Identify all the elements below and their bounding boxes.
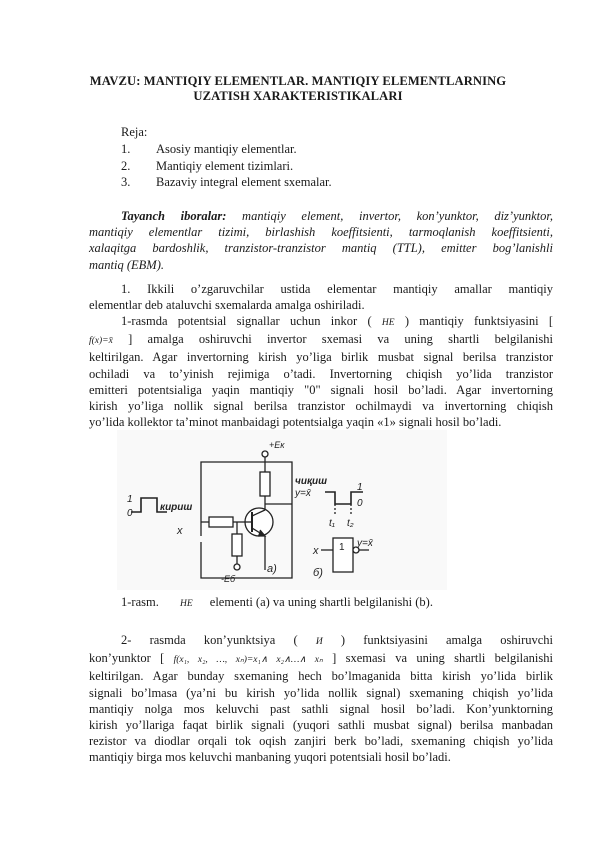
paragraph-2-line-5: emitteri potentsialiga yaqin mantiqiy "0" signali hosil bo’ladi. Agar invertorning [89, 382, 553, 397]
paragraph-2-line-6: kirish yo’liga nollik signal berilsa tranzistor ochilmaydi va invertorning chiqish [89, 399, 553, 414]
paragraph-3-line-3: keltirilgan. Agar bunday sxemaning hech bo’lmaganida bitta kirish yo’lida birlik [89, 669, 553, 684]
keywords-text-2: mantiqiy elementlar tizimi, birlashish koeffitsienti, tarmoqlanish koeffitsienti, [89, 225, 553, 240]
paragraph-3-line-1a: 2- rasmda kon’yunktsiya ( [121, 633, 298, 647]
plan-item-text: Bazaviy integral element sxemalar. [156, 175, 332, 190]
paragraph-2-line-3: keltirilgan. Agar invertorning kirish yo’liga birlik musbat signal berilsa tranzistor [89, 350, 553, 365]
keywords-text-1: mantiqiy element, invertor, kon’yunktor, diz’yunktor, [242, 209, 554, 223]
caption-ne-symbol: НЕ [179, 599, 193, 609]
caption-number: 1-rasm. [121, 595, 159, 609]
paragraph-3-line-4: signali bo’lmasa (ya’ni bu kirish yo’lida nollik signal) sxemaning chiqish yo’lida [89, 685, 553, 700]
pulse-one-label: 1 [127, 494, 133, 505]
figure-a-label: a) [267, 563, 277, 575]
paragraph-2-line-1a: 1-rasmda potentsial signallar uchun inkor ( [121, 314, 372, 328]
paragraph-3-line-1b: ) funktsiyasini amalga oshiruvchi [340, 633, 554, 647]
figure-b-label: б) [313, 567, 323, 579]
keywords-paragraph [89, 208, 553, 273]
plan-list [121, 124, 332, 191]
conjunction-formula: f(x₁, x₂, …, xₙ)=x₁∧ x₂∧…∧ xₙ [173, 655, 323, 666]
title-line-1: MAVZU: MANTIQIY ELEMENTLAR. MANTIQIY ELEMENTLARNING [89, 74, 507, 88]
plan-item [121, 174, 332, 191]
paragraph-3 [89, 632, 553, 766]
paragraph-3-line-7: rezistor va diodlar orqali tok oqish zanjiri berk bo’ladi, sxemaning chiqish yo’lida [89, 734, 553, 749]
caption-text: elementi (a) va uning shartli belgilanishi (b). [209, 595, 433, 609]
output-one-label: 1 [357, 482, 363, 493]
collector-supply-label: +Eк [269, 440, 285, 450]
keywords-text-3: xalaqitga bardoshlik, tranzistor-tranzistor mantiq (TTL), emitter bog’lanishli [89, 241, 553, 256]
paragraph-2-line-2: ] amalga oshiruvchi invertor sxemasi va uning shartli belgilanishi [128, 332, 553, 347]
base-supply-label: -Eб [221, 574, 236, 584]
paragraph-3-line-2b: ] sxemasi va uning shartli belgilanishi [332, 651, 553, 666]
inverter-figure [117, 430, 447, 590]
input-x-label: x [177, 525, 183, 537]
plan-heading: Reja: [121, 125, 148, 139]
symbol-one-label: 1 [339, 542, 345, 553]
paragraph-2-line-1b: ) mantiqiy funktsiyasini [ [404, 314, 554, 328]
paragraph-1-line-2: elementlar deb ataluvchi sxemalarda amalga oshiriladi. [89, 298, 365, 313]
pulse-zero-label: 0 [127, 508, 133, 519]
time-t2-label: t₂ [347, 518, 354, 529]
plan-item-text: Asosiy mantiqiy elementlar. [156, 141, 297, 156]
output-label: чиқиш [295, 476, 328, 487]
plan-item-number: 2. [121, 158, 131, 173]
paragraph-3-line-6: kirish yo’llariga faqat birlik signali (yuqori sathli musbat signal) berilsa manbadan [89, 718, 553, 733]
plan-item-number: 1. [121, 141, 131, 156]
paragraph-2-line-7: yo’lida kollektor ta’minot manbaidagi potentsialga yaqin «1» signali hosil bo’ladi. [89, 415, 502, 430]
symbol-output-label: y=x̄ [357, 538, 373, 549]
paragraph-2-line-4: ochiladi va to’yinish rejimiga o’tadi. Invertorning chiqish yo’lida tranzistor [89, 366, 553, 381]
page-title [60, 74, 536, 103]
symbol-input-label: x [313, 545, 319, 557]
output-equation: y=x̄ [295, 488, 311, 499]
ne-symbol: НЕ [381, 318, 395, 328]
plan-item [121, 158, 332, 175]
title-line-2: UZATISH XARAKTERISTIKALARI [193, 88, 403, 103]
figure-caption [121, 594, 433, 612]
paragraph-3-line-8: mantiqiy birga mos keluvchi manbaning yuqori potentsiali hosil bo’ladi. [89, 750, 451, 765]
i-symbol: И [315, 637, 323, 647]
paragraph-1-line-1: 1. Ikkili o’zgaruvchilar ustida elementar mantiqiy amallar mantiqiy [121, 282, 553, 296]
plan-item-number: 3. [121, 175, 131, 190]
paragraph-3-line-5: mantiqiy nolga mos keluvchi past sathli signal hosil bo’ladi. Kon’yunktorning [89, 701, 553, 716]
output-zero-label: 0 [357, 498, 363, 509]
plan-item [121, 141, 332, 158]
paragraph-3-line-2a: kon’yunktor [ [89, 651, 165, 666]
plan-item-text: Mantiqiy element tizimlari. [156, 158, 294, 173]
time-t1-label: t₁ [329, 518, 335, 529]
paragraph-1 [89, 281, 553, 313]
paragraph-2 [89, 313, 553, 430]
keywords-label: Tayanch iboralar: [121, 209, 227, 223]
keywords-text-4: mantiq (EBM). [89, 257, 164, 272]
input-label: кириш [160, 502, 193, 513]
inverter-formula: f(x)=x̄ [89, 336, 113, 347]
